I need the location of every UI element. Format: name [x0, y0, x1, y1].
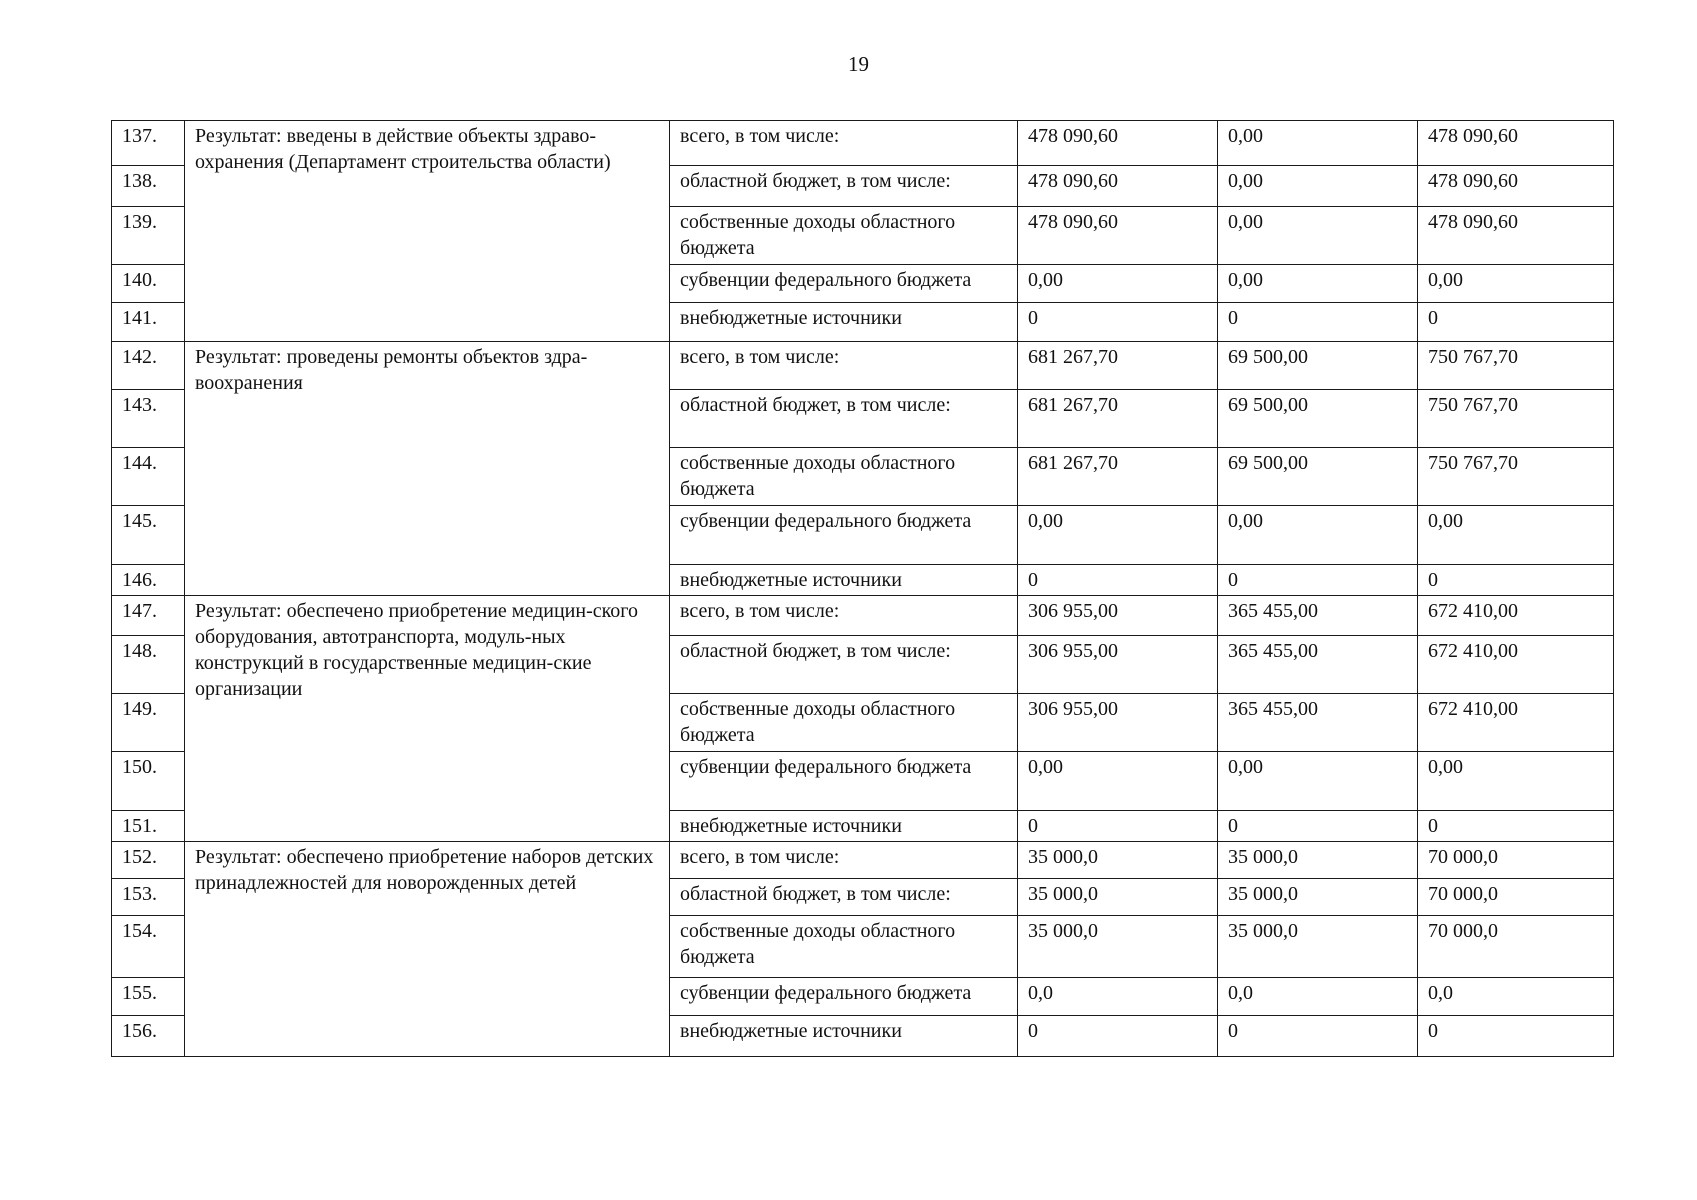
- row-number-cell: 148.: [112, 636, 185, 694]
- funding-source-cell: всего, в том числе:: [670, 121, 1018, 166]
- amount-cell-total: 0,0: [1418, 978, 1614, 1016]
- amount-cell-1: 35 000,0: [1018, 879, 1218, 916]
- amount-cell-total: 0: [1418, 811, 1614, 842]
- amount-cell-2: 0,00: [1218, 207, 1418, 265]
- amount-cell-total: 70 000,0: [1418, 916, 1614, 978]
- row-number-cell: 152.: [112, 842, 185, 879]
- amount-cell-1: 681 267,70: [1018, 390, 1218, 448]
- amount-cell-total: 0: [1418, 1016, 1614, 1057]
- amount-cell-total: 478 090,60: [1418, 121, 1614, 166]
- funding-source-cell: субвенции федерального бюджета: [670, 265, 1018, 303]
- amount-cell-2: 0,00: [1218, 752, 1418, 811]
- funding-source-cell: всего, в том числе:: [670, 342, 1018, 390]
- amount-cell-2: 0,00: [1218, 166, 1418, 207]
- table-row: [112, 342, 1614, 390]
- amount-cell-2: 0: [1218, 565, 1418, 596]
- funding-source-cell: областной бюджет, в том числе:: [670, 636, 1018, 694]
- funding-source-cell: субвенции федерального бюджета: [670, 506, 1018, 565]
- result-description-cell: Результат: введены в действие объекты здраво-охранения (Департамент строительства области): [185, 121, 670, 342]
- funding-source-cell: всего, в том числе:: [670, 842, 1018, 879]
- funding-source-cell: областной бюджет, в том числе:: [670, 879, 1018, 916]
- row-number-cell: 146.: [112, 565, 185, 596]
- amount-cell-total: 750 767,70: [1418, 390, 1614, 448]
- funding-source-cell: субвенции федерального бюджета: [670, 752, 1018, 811]
- amount-cell-1: 0: [1018, 811, 1218, 842]
- amount-cell-total: 672 410,00: [1418, 636, 1614, 694]
- amount-cell-total: 750 767,70: [1418, 342, 1614, 390]
- amount-cell-1: 0: [1018, 303, 1218, 342]
- result-description-cell: Результат: обеспечено приобретение медицин-ского оборудования, автотранспорта, модуль-ных конструкций в государственные медицин-ские организации: [185, 596, 670, 842]
- amount-cell-1: 306 955,00: [1018, 636, 1218, 694]
- amount-cell-2: 69 500,00: [1218, 448, 1418, 506]
- funding-source-cell: внебюджетные источники: [670, 565, 1018, 596]
- funding-source-cell: областной бюджет, в том числе:: [670, 390, 1018, 448]
- amount-cell-total: 70 000,0: [1418, 842, 1614, 879]
- row-number-cell: 145.: [112, 506, 185, 565]
- amount-cell-2: 0,00: [1218, 506, 1418, 565]
- amount-cell-total: 70 000,0: [1418, 879, 1614, 916]
- funding-source-cell: собственные доходы областного бюджета: [670, 694, 1018, 752]
- amount-cell-total: 0,00: [1418, 752, 1614, 811]
- row-number-cell: 140.: [112, 265, 185, 303]
- budget-table: [111, 120, 1614, 1057]
- amount-cell-1: 681 267,70: [1018, 448, 1218, 506]
- row-number-cell: 156.: [112, 1016, 185, 1057]
- funding-source-cell: субвенции федерального бюджета: [670, 978, 1018, 1016]
- amount-cell-2: 0: [1218, 1016, 1418, 1057]
- amount-cell-2: 35 000,0: [1218, 879, 1418, 916]
- amount-cell-1: 0,00: [1018, 506, 1218, 565]
- funding-source-cell: внебюджетные источники: [670, 811, 1018, 842]
- funding-source-cell: собственные доходы областного бюджета: [670, 448, 1018, 506]
- amount-cell-2: 365 455,00: [1218, 596, 1418, 636]
- amount-cell-1: 0: [1018, 1016, 1218, 1057]
- amount-cell-1: 0,00: [1018, 752, 1218, 811]
- row-number-cell: 137.: [112, 121, 185, 166]
- amount-cell-total: 0,00: [1418, 506, 1614, 565]
- amount-cell-2: 35 000,0: [1218, 842, 1418, 879]
- amount-cell-1: 306 955,00: [1018, 694, 1218, 752]
- result-description-cell: Результат: проведены ремонты объектов здра-воохранения: [185, 342, 670, 596]
- table-row: [112, 121, 1614, 166]
- row-number-cell: 151.: [112, 811, 185, 842]
- amount-cell-total: 672 410,00: [1418, 694, 1614, 752]
- amount-cell-1: 478 090,60: [1018, 207, 1218, 265]
- amount-cell-1: 0,0: [1018, 978, 1218, 1016]
- row-number-cell: 154.: [112, 916, 185, 978]
- funding-source-cell: собственные доходы областного бюджета: [670, 916, 1018, 978]
- amount-cell-1: 306 955,00: [1018, 596, 1218, 636]
- amount-cell-total: 672 410,00: [1418, 596, 1614, 636]
- amount-cell-1: 681 267,70: [1018, 342, 1218, 390]
- amount-cell-2: 0: [1218, 811, 1418, 842]
- amount-cell-2: 0: [1218, 303, 1418, 342]
- amount-cell-1: 478 090,60: [1018, 121, 1218, 166]
- row-number-cell: 143.: [112, 390, 185, 448]
- amount-cell-1: 35 000,0: [1018, 916, 1218, 978]
- amount-cell-1: 35 000,0: [1018, 842, 1218, 879]
- row-number-cell: 150.: [112, 752, 185, 811]
- row-number-cell: 149.: [112, 694, 185, 752]
- table-row: [112, 596, 1614, 636]
- amount-cell-total: 0: [1418, 565, 1614, 596]
- row-number-cell: 153.: [112, 879, 185, 916]
- amount-cell-total: 478 090,60: [1418, 207, 1614, 265]
- row-number-cell: 144.: [112, 448, 185, 506]
- amount-cell-total: 750 767,70: [1418, 448, 1614, 506]
- row-number-cell: 141.: [112, 303, 185, 342]
- amount-cell-1: 478 090,60: [1018, 166, 1218, 207]
- amount-cell-2: 69 500,00: [1218, 390, 1418, 448]
- amount-cell-2: 0,00: [1218, 265, 1418, 303]
- amount-cell-total: 0,00: [1418, 265, 1614, 303]
- row-number-cell: 138.: [112, 166, 185, 207]
- amount-cell-1: 0,00: [1018, 265, 1218, 303]
- funding-source-cell: собственные доходы областного бюджета: [670, 207, 1018, 265]
- table-row: [112, 842, 1614, 879]
- result-description-cell: Результат: обеспечено приобретение наборов детских принадлежностей для новорожденных детей: [185, 842, 670, 1057]
- amount-cell-2: 69 500,00: [1218, 342, 1418, 390]
- amount-cell-2: 0,00: [1218, 121, 1418, 166]
- amount-cell-2: 0,0: [1218, 978, 1418, 1016]
- amount-cell-1: 0: [1018, 565, 1218, 596]
- row-number-cell: 142.: [112, 342, 185, 390]
- funding-source-cell: внебюджетные источники: [670, 1016, 1018, 1057]
- funding-source-cell: областной бюджет, в том числе:: [670, 166, 1018, 207]
- row-number-cell: 147.: [112, 596, 185, 636]
- row-number-cell: 139.: [112, 207, 185, 265]
- funding-source-cell: внебюджетные источники: [670, 303, 1018, 342]
- amount-cell-2: 365 455,00: [1218, 694, 1418, 752]
- page-number: 19: [848, 52, 869, 76]
- funding-source-cell: всего, в том числе:: [670, 596, 1018, 636]
- row-number-cell: 155.: [112, 978, 185, 1016]
- amount-cell-total: 0: [1418, 303, 1614, 342]
- amount-cell-2: 35 000,0: [1218, 916, 1418, 978]
- amount-cell-total: 478 090,60: [1418, 166, 1614, 207]
- amount-cell-2: 365 455,00: [1218, 636, 1418, 694]
